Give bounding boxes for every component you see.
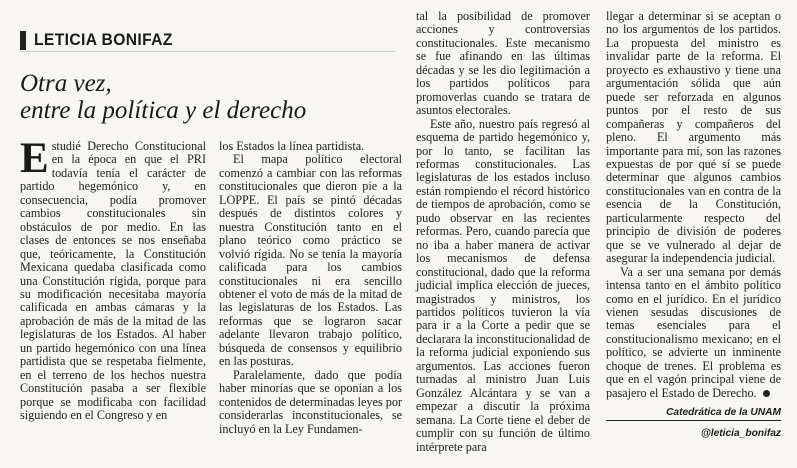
author-social-handle: @leticia_bonifaz [700,428,781,439]
text-column-2 [219,140,402,436]
author-name: LETICIA BONIFAZ [34,30,173,49]
paragraph [606,266,781,401]
paragraph: Este año, nuestro país regresó al esquema de partido hegemónico y, por lo tanto, se facilitan las reformas constitucionales. Las legislaturas de los estados incluso están rompiendo el récord histórico de tiempos de aprobación, como se pudo observar en las recientes reformas. Pero, cuando parecía que no iba a haber manera de activar los mecanismos de defensa constitucional, dado que la reforma judicial implica elección de jueces, magistrados y ministros, los partidos políticos tuvieron la vía para ir a la Corte a pedir que se declarara la inconstitucionalidad de la reforma judicial exponiendo sus argumentos. Las acciones fueron turnadas al ministro Juan Luis González Alcántara y se van a empezar a discutir la próxima semana. La Corte tiene el deber de cumplir con su función de último intérprete para [416,116,590,454]
text-column-1 [20,135,206,423]
paragraph-text: studié Derecho Constitucional en la época en que el PRI todavía tenía el carácter de partido hegemónico y, en consecuencia, podía promover cambios constitucionales sin obstáculos de por medio. En las clases de entonces se nos enseñaba que, teóricamente, la Constitución Mexicana quedaba clasificada como una Constitución rígida, porque para su modificación necesitaba mayoría calificada en ambas cámaras y la aprobación de más de la mitad de las legislaturas de los Estados. Al haber un partido hegemónico con una línea partidista que se respetaba fielmente, en el terreno de los hechos nuestra Constitución pasaba a ser flexible porque se modificaba con facilidad siguiendo en el Congreso y en [20,139,206,423]
text-column-4 [606,10,781,400]
byline-accent-bar [20,31,26,50]
paragraph: llegar a determinar si se aceptan o no los argumentos de los partidos. La propuesta del ministro es invalidar parte de la reforma. El proyecto es exhaustivo y tiene una argumentación sólida que aún puede ser reforzada en algunos puntos por el resto de sus compañeras y compañeros del pleno. El argumento más importante para mí, son las razones expuestas de por qué sí se puede determinar que algunos cambios constitucionales van en contra de la esencia de la Constitución, particularmente respecto del principio de división de poderes que se ve vulnerado al dejar de asegurar la independencia judicial. [606,9,781,266]
headline-line-2: entre la política y el derecho [20,97,307,124]
paragraph: Paralelamente, dado que podía haber minorías que se oponían a los contenidos de determinadas leyes por considerarlas inconstitucionales, se incluyó en la Ley Fundamen- [219,367,402,436]
text-column-3 [416,10,590,454]
paragraph [20,135,206,423]
paragraph-text: Va a ser una semana por demás intensa tanto en el ámbito político como en el jurídico. En el jurídico vienen sesudas discusiones de temas esenciales para el constitucionalismo mexicano; en el político, se advierte un inminente choque de trenes. El problema es que en el vagón principal viene de pasajero el Estado de Derecho. [606,264,781,400]
author-affiliation: Catedrática de la UNAM [606,407,781,421]
headline-line-1: Otra vez, [20,70,112,97]
paragraph: El mapa político electoral comenzó a cambiar con las reformas constitucionales que dieron pie a la LOPPE. El país se pintó décadas después de distintos colores y nuestra Constitución tanto en el plano teórico como práctico se volvió rígida. No se tenía la mayoría calificada para los cambios constitucionales ni era sencillo obtener el voto de más de la mitad de las legislaturas de los Estados. Las reformas que se lograron sacar adelante llevaron trabajo político, búsqueda de consensos y equilibrio en las posturas. [219,152,402,369]
end-of-article-dot-icon [763,390,770,397]
column-byline [20,29,396,52]
paragraph: los Estados la línea partidista. [219,139,365,153]
article-headline [20,70,400,124]
paragraph: tal la posibilidad de promover acciones y controversias constitucionales. Este mecanismo se fue afinando en las últimas décadas y se les dio legitimación a los partidos políticos para promoverlas cuando se tratara de asuntos electorales. [416,9,590,118]
drop-cap: E [20,135,49,182]
